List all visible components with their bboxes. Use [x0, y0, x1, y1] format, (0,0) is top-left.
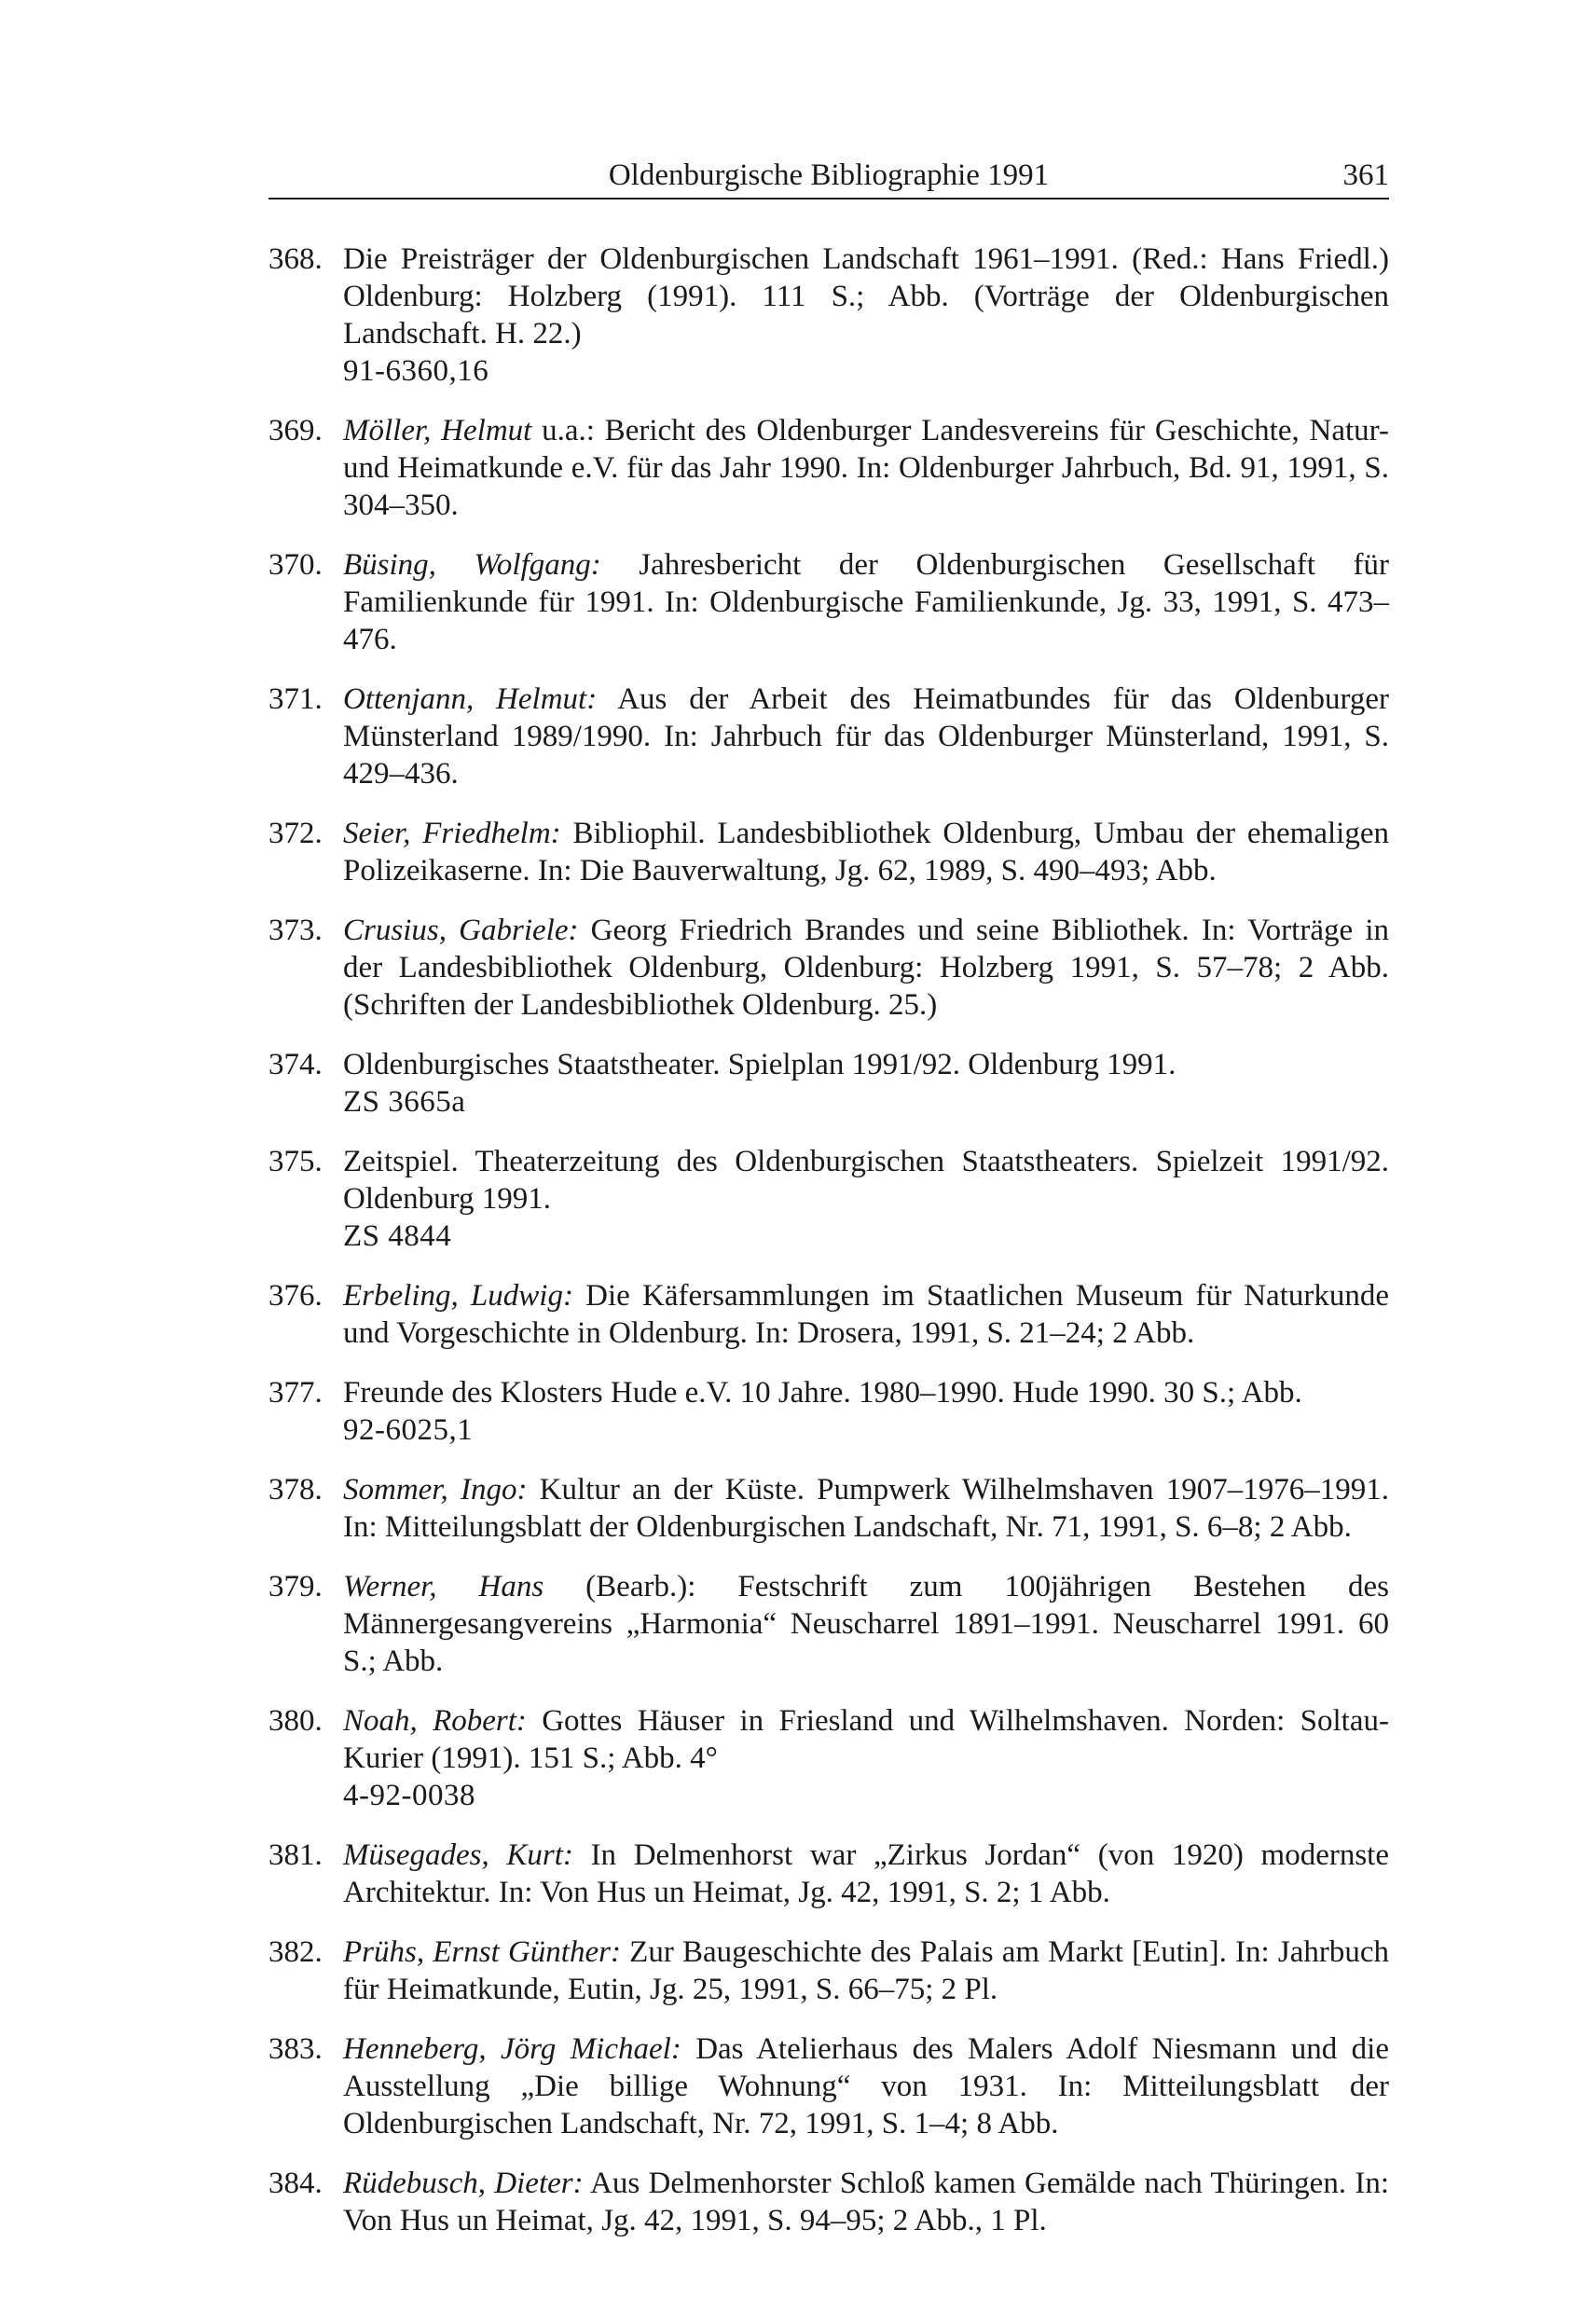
entry-text: u.a.: Bericht des Oldenburger Landesvereins für Geschichte, Natur- und Heimatkunde e.V. für das Jahr 1990. In: Oldenburger Jahrbuch, Bd. 91, 1991, S. 304–350.	[343, 414, 1389, 522]
entry-body	[343, 1568, 1389, 1680]
bibliography-entry	[268, 1837, 1389, 1911]
entry-number: 382.	[268, 1935, 323, 1969]
entry-citation	[343, 1279, 1389, 1350]
entry-body	[343, 681, 1389, 792]
running-title: Oldenburgische Bibliographie 1991	[608, 158, 1050, 192]
entry-call-number: ZS 4844	[343, 1219, 452, 1253]
entry-author: Noah, Robert:	[343, 1704, 527, 1738]
entry-author: Prühs, Ernst Günther:	[343, 1935, 621, 1969]
entry-author: Werner, Hans	[343, 1570, 544, 1603]
entry-body	[343, 1143, 1389, 1255]
entry-body	[343, 1374, 1389, 1449]
entry-text: Zeitspiel. Theaterzeitung des Oldenburgischen Staatstheaters. Spielzeit 1991/92. Oldenburg 1991.	[343, 1145, 1389, 1216]
entry-citation	[343, 682, 1389, 791]
bibliography-entry	[268, 681, 1389, 792]
entry-text: Zur Baugeschichte des Palais am Markt [Eutin]. In: Jahrbuch für Heimatkunde, Eutin, Jg. 25, 1991, S. 66–75; 2 Pl.	[343, 1935, 1389, 2006]
entry-text: Kultur an der Küste. Pumpwerk Wilhelmshaven 1907–1976–1991. In: Mitteilungsblatt der Oldenburgischen Landschaft, Nr. 71, 1991, S. 6–8; 2 Abb.	[343, 1473, 1389, 1544]
entry-author: Büsing, Wolfgang:	[343, 548, 601, 582]
entry-citation	[343, 548, 1389, 656]
entry-citation	[343, 2032, 1389, 2140]
page	[268, 0, 1389, 2312]
entry-text: (Bearb.): Festschrift zum 100jährigen Bestehen des Männergesangvereins „Harmonia“ Neuscharrel 1891–1991. Neuscharrel 1991. 60 S.; Abb.	[343, 1570, 1389, 1678]
entry-body	[343, 546, 1389, 658]
entry-body	[343, 412, 1389, 524]
bibliography-entry	[268, 912, 1389, 1024]
entry-text: Aus der Arbeit des Heimatbundes für das Oldenburger Münsterland 1989/1990. In: Jahrbuch für das Oldenburger Münsterland, 1991, S. 429–436.	[343, 682, 1389, 791]
entry-number: 368.	[268, 242, 323, 276]
bibliography-entry	[268, 1471, 1389, 1546]
entry-text: Gottes Häuser in Friesland und Wilhelmshaven. Norden: Soltau-Kurier (1991). 151 S.; Abb. 4°	[343, 1704, 1389, 1775]
entry-text: Das Atelierhaus des Malers Adolf Niesmann und die Ausstellung „Die billige Wohnung“ von 1931. In: Mitteilungsblatt der Oldenburgischen Landschaft, Nr. 72, 1991, S. 1–4; 8 Abb.	[343, 2032, 1389, 2140]
entry-number: 375.	[268, 1145, 323, 1178]
entry-number: 372.	[268, 817, 323, 850]
entry-text: Die Käfersammlungen im Staatlichen Museum für Naturkunde und Vorgeschichte in Oldenburg. In: Drosera, 1991, S. 21–24; 2 Abb.	[343, 1279, 1389, 1350]
entry-author: Seier, Friedhelm:	[343, 817, 561, 850]
entry-text: Freunde des Klosters Hude e.V. 10 Jahre. 1980–1990. Hude 1990. 30 S.; Abb.	[343, 1376, 1302, 1410]
entry-citation	[343, 1473, 1389, 1544]
entry-author: Sommer, Ingo:	[343, 1473, 528, 1507]
entry-body	[343, 912, 1389, 1024]
entry-citation	[343, 914, 1389, 1022]
bibliography-entry	[268, 2030, 1389, 2142]
entry-body	[343, 1277, 1389, 1352]
entry-body	[343, 241, 1389, 390]
entry-citation	[343, 414, 1389, 522]
bibliography-entry	[268, 815, 1389, 889]
bibliography-list	[268, 241, 1389, 2262]
entry-citation	[343, 1048, 1176, 1081]
bibliography-entry	[268, 1374, 1389, 1449]
running-head	[268, 157, 1389, 200]
bibliography-entry	[268, 1568, 1389, 1680]
entry-body	[343, 1837, 1389, 1911]
entry-author: Crusius, Gabriele:	[343, 914, 579, 947]
entry-number: 381.	[268, 1838, 323, 1872]
entry-author: Erbeling, Ludwig:	[343, 1279, 573, 1313]
bibliography-entry	[268, 1934, 1389, 2008]
entry-citation	[343, 2167, 1389, 2237]
entry-call-number: 91-6360,16	[343, 354, 489, 388]
entry-number: 384.	[268, 2167, 323, 2200]
entry-text: Oldenburgisches Staatstheater. Spielplan 1991/92. Oldenburg 1991.	[343, 1048, 1176, 1081]
entry-citation	[343, 1935, 1389, 2006]
entry-citation	[343, 1704, 1389, 1775]
entry-call-number: ZS 3665a	[343, 1085, 466, 1119]
page-number: 361	[1342, 158, 1389, 192]
entry-text: Georg Friedrich Brandes und seine Bibliothek. In: Vorträge in der Landesbibliothek Oldenburg, Oldenburg: Holzberg 1991, S. 57–78; 2 Abb. (Schriften der Landesbibliothek Oldenburg. 25.)	[343, 914, 1390, 1022]
entry-number: 371.	[268, 682, 323, 716]
entry-citation	[343, 1838, 1389, 1909]
bibliography-entry	[268, 1277, 1389, 1352]
entry-citation	[343, 242, 1389, 351]
entry-citation	[343, 817, 1389, 888]
entry-number: 379.	[268, 1570, 323, 1603]
entry-number: 383.	[268, 2032, 323, 2066]
bibliography-entry	[268, 1702, 1389, 1814]
bibliography-entry	[268, 241, 1389, 390]
entry-body	[343, 1471, 1389, 1546]
entry-body	[343, 1702, 1389, 1814]
entry-number: 373.	[268, 914, 323, 947]
bibliography-entry	[268, 412, 1389, 524]
entry-author: Henneberg, Jörg Michael:	[343, 2032, 681, 2066]
entry-number: 374.	[268, 1048, 323, 1081]
entry-body	[343, 2030, 1389, 2142]
entry-call-number: 92-6025,1	[343, 1413, 474, 1447]
bibliography-entry	[268, 2165, 1389, 2239]
bibliography-entry	[268, 1046, 1389, 1121]
entry-author: Möller, Helmut	[343, 414, 532, 447]
entry-citation	[343, 1145, 1389, 1216]
entry-number: 376.	[268, 1279, 323, 1313]
entry-number: 369.	[268, 414, 323, 447]
entry-body	[343, 1046, 1389, 1121]
entry-citation	[343, 1570, 1389, 1678]
entry-number: 378.	[268, 1473, 323, 1507]
entry-text: Aus Delmenhorster Schloß kamen Gemälde nach Thüringen. In: Von Hus un Heimat, Jg. 42, 1991, S. 94–95; 2 Abb., 1 Pl.	[343, 2167, 1389, 2237]
entry-text: Jahresbericht der Oldenburgischen Gesellschaft für Familienkunde für 1991. In: Oldenburgische Familienkunde, Jg. 33, 1991, S. 473–476.	[343, 548, 1389, 656]
bibliography-entry	[268, 546, 1389, 658]
entry-text: Bibliophil. Landesbibliothek Oldenburg, Umbau der ehemaligen Polizeikaserne. In: Die Bauverwaltung, Jg. 62, 1989, S. 490–493; Abb.	[343, 817, 1389, 888]
entry-citation	[343, 1376, 1302, 1410]
bibliography-entry	[268, 1143, 1389, 1255]
entry-text: In Delmenhorst war „Zirkus Jordan“ (von 1920) modernste Architektur. In: Von Hus un Heimat, Jg. 42, 1991, S. 2; 1 Abb.	[343, 1838, 1390, 1909]
entry-call-number: 4-92-0038	[343, 1779, 475, 1812]
entry-body	[343, 2165, 1389, 2239]
entry-author: Ottenjann, Helmut:	[343, 682, 598, 716]
entry-number: 380.	[268, 1704, 323, 1738]
entry-body	[343, 815, 1389, 889]
entry-text: Die Preisträger der Oldenburgischen Landschaft 1961–1991. (Red.: Hans Friedl.) Oldenburg: Holzberg (1991). 111 S.; Abb. (Vorträge der Oldenburgischen Landschaft. H. 22.)	[343, 242, 1389, 351]
entry-number: 377.	[268, 1376, 323, 1410]
entry-number: 370.	[268, 548, 323, 582]
entry-author: Müsegades, Kurt:	[343, 1838, 573, 1872]
entry-body	[343, 1934, 1389, 2008]
entry-author: Rüdebusch, Dieter:	[343, 2167, 584, 2200]
